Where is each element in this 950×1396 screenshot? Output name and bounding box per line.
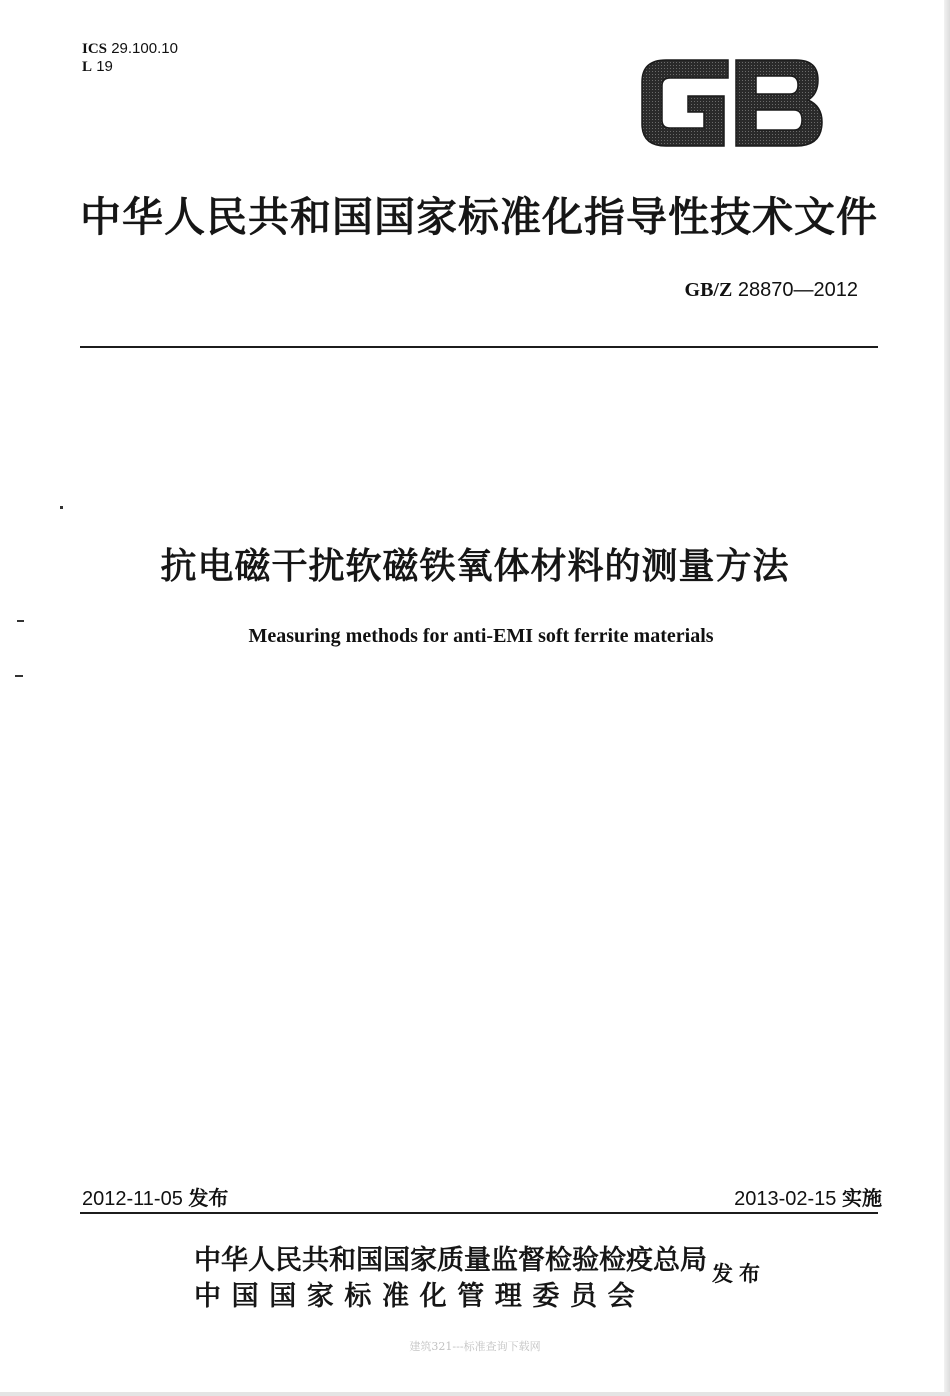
classification-codes [82,40,178,76]
issue-date-label: 发布 [188,1186,229,1210]
ics-code-line [82,40,178,58]
ccs-code: 19 [96,58,113,75]
footer-divider [80,1212,878,1214]
issuer-line-2: 中国国家标准化管理委员会 [194,1281,646,1312]
title-english: Measuring methods for anti-EMI soft ferrite materials [248,625,714,647]
standard-prefix: GB/Z [684,279,733,301]
scan-speck [15,675,23,677]
scan-speck [60,506,63,509]
standard-code: 28870—2012 [737,279,858,301]
issue-date [82,1182,228,1211]
ccs-label: L [82,59,93,75]
implementation-date-value: 2013-02-15 [734,1188,837,1210]
implementation-date [734,1182,882,1211]
watermark: 建筑321---标准查询下载网 [409,1340,541,1353]
page-bottom-edge [0,1392,950,1396]
title-chinese: 抗电磁干扰软磁铁氧体材料的测量方法 [160,546,790,587]
gb-logo-icon [636,52,826,152]
scan-speck [17,620,24,622]
header-divider [80,346,878,348]
ics-code: 29.100.10 [111,40,178,57]
ccs-code-line [82,58,178,76]
ics-label: ICS [82,41,108,57]
implementation-date-label: 实施 [842,1186,882,1210]
issue-date-value: 2012-11-05 [82,1188,183,1210]
document-type-heading: 中华人民共和国国家标准化指导性技术文件 [80,193,878,241]
issuer-line-1: 中华人民共和国国家质量监督检验检疫总局 [194,1245,707,1276]
publish-label: 发布 [712,1262,766,1286]
page-edge-shadow [944,0,950,1396]
standard-number [685,279,858,302]
